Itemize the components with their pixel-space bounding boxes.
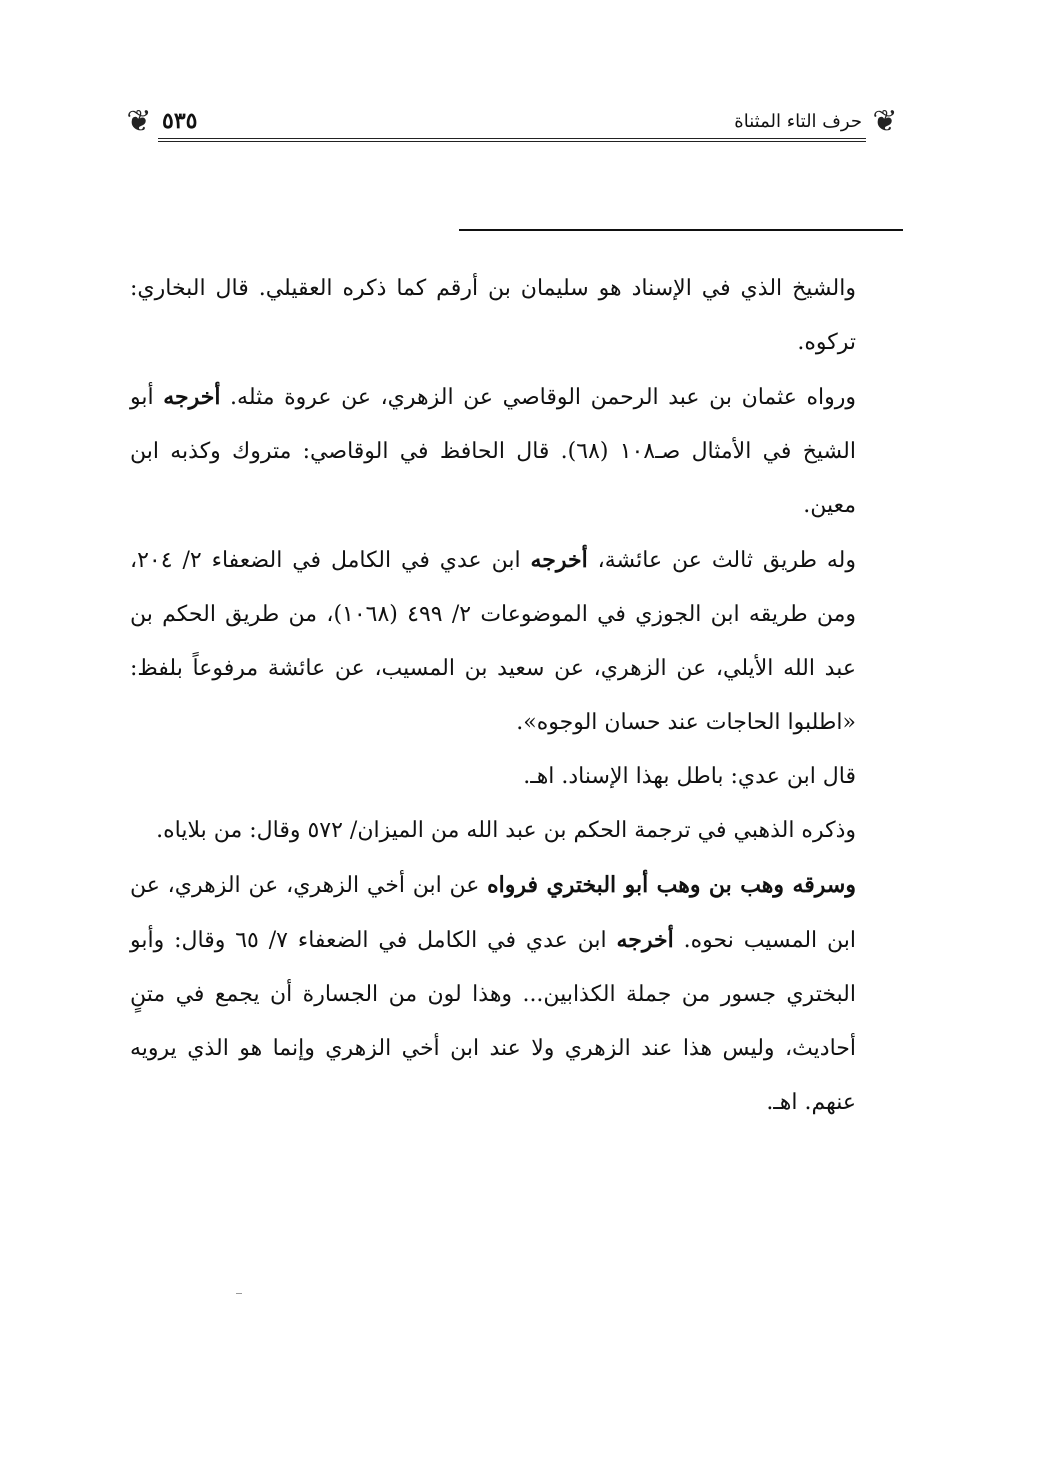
scan-speck <box>236 1293 242 1294</box>
paragraph: قال ابن عدي: باطل بهذا الإسناد. اهـ. <box>523 764 856 789</box>
paragraph: والشيخ الذي في الإسناد هو سليمان بن أرقم كما ذكره العقيلي. قال البخاري: تركوه. <box>130 276 856 355</box>
page-number: ٥٣٥ <box>162 108 198 134</box>
paragraph: وذكره الذهبي في ترجمة الحكم بن عبد الله من الميزان/ ٥٧٢ وقال: من بلاياه. <box>156 818 856 843</box>
paragraph: ورواه عثمان بن عبد الرحمن الوقاصي عن الزهري، عن عروة مثله. أخرجه أبو الشيخ في الأمثال صـ١٠٨ (٦٨). قال الحافظ في الوقاصي: متروك وكذبه ابن معين. <box>130 384 856 518</box>
running-header <box>122 100 902 146</box>
floral-ornament-icon: ❦ <box>126 104 152 139</box>
footnote-separator <box>459 229 903 231</box>
footnote-text <box>130 262 856 1130</box>
paragraph: وسرقه وهب بن وهب أبو البختري فرواه عن ابن أخي الزهري، عن الزهري، عن ابن المسيب نحوه. أخرجه ابن عدي في الكامل في الضعفاء ٧/ ٦٥ وقال: وأبو البختري جسور من جملة الكذابين... وهذا لون من الجسارة أن يجمع في متنٍ أحاديث، وليس هذا عند الزهري ولا عند ابن أخي الزهري وإنما هو الذي يرويه عنهم. اهـ. <box>130 872 857 1115</box>
header-rule <box>158 138 866 142</box>
floral-ornament-icon: ❦ <box>872 104 898 139</box>
paragraph: وله طريق ثالث عن عائشة، أخرجه ابن عدي في الكامل في الضعفاء ٢/ ٢٠٤، ومن طريقه ابن الجوزي في الموضوعات ٢/ ٤٩٩ (١٠٦٨)، من طريق الحكم بن عبد الله الأيلي، عن الزهري، عن سعيد بن المسيب، عن عائشة مرفوعاً بلفظ: «اطلبوا الحاجات عند حسان الوجوه». <box>130 547 857 735</box>
chapter-title: حرف التاء المثناة <box>734 111 862 132</box>
